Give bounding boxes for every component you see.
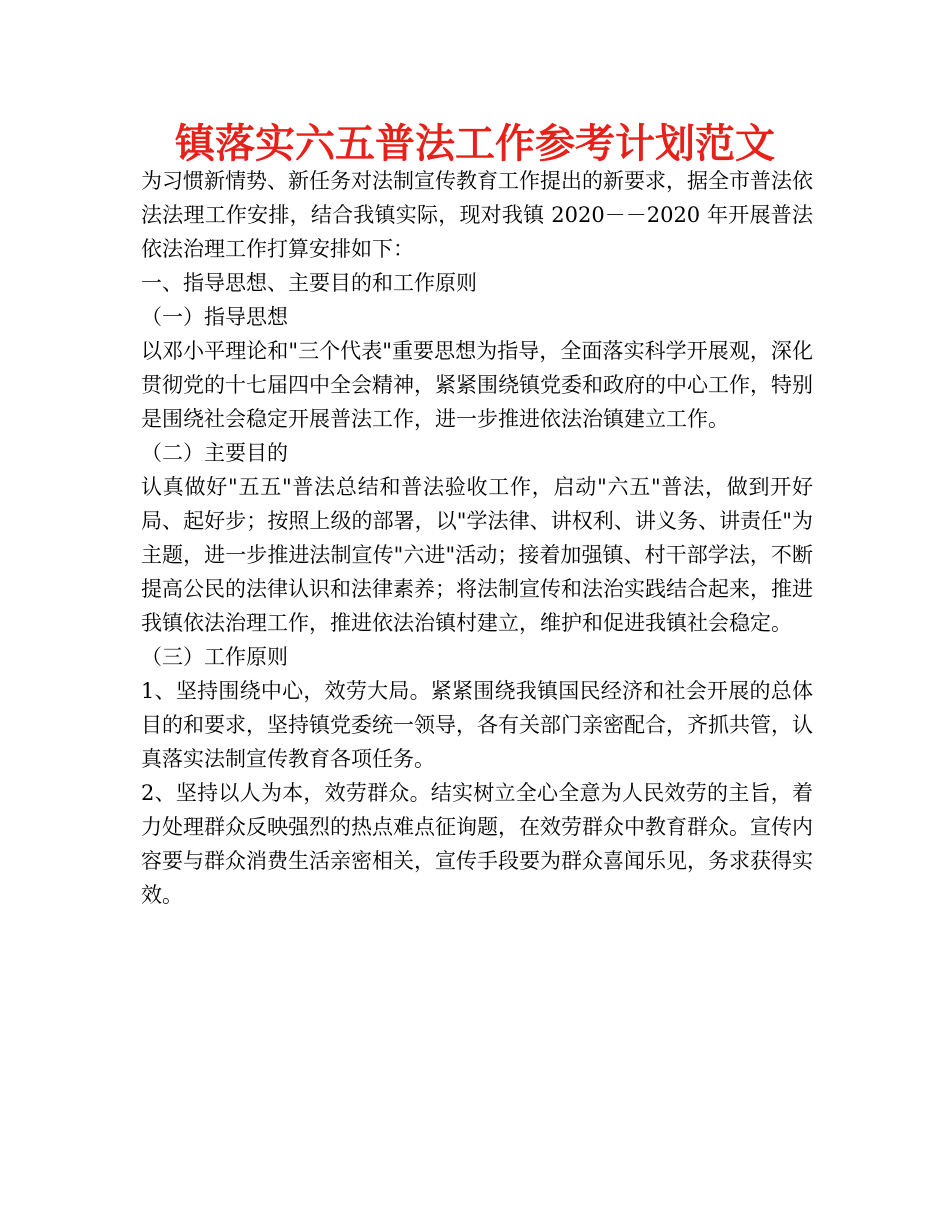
- intro-paragraph: 为习惯新情势、新任务对法制宣传教育工作提出的新要求，据全市普法依法法理工作安排，结合我镇实际，现对我镇 2020－－2020 年开展普法依法治理工作打算安排如下：: [141, 169, 813, 261]
- main-goal-paragraph: 认真做好"五五"普法总结和普法验收工作，启动"六五"普法，做到开好局、起好步；按照上级的部署，以"学法律、讲权利、讲义务、讲责任"为主题，进一步推进法制宣传"六进"活动；接着加强镇、村干部学法，不断提高公民的法律认识和法律素养；将法制宣传和法治实践结合起来，推进我镇依法治理工作，推进依法治镇村建立，维护和促进我镇社会稳定。: [141, 475, 813, 635]
- document-body: [141, 164, 813, 912]
- subsection-heading-work-principles: （三）工作原则: [141, 645, 288, 669]
- subsection-heading-guiding-thought: （一）指导思想: [141, 305, 288, 329]
- section-heading: 一、指导思想、主要目的和工作原则: [141, 271, 477, 295]
- principle-item-2: 2、坚持以人为本，效劳群众。结实树立全心全意为人民效劳的主旨，着力处理群众反映强烈的热点难点征询题，在效劳群众中教育群众。宣传内容要与群众消费生活亲密相关，宣传手段要为群众喜闻乐见，务求获得实效。: [141, 781, 813, 907]
- guiding-thought-paragraph: 以邓小平理论和"三个代表"重要思想为指导，全面落实科学开展观，深化贯彻党的十七届四中全会精神，紧紧围绕镇党委和政府的中心工作，特别是围绕社会稳定开展普法工作，进一步推进依法治镇建立工作。: [141, 339, 813, 431]
- principle-item-1: 1、坚持围绕中心，效劳大局。紧紧围绕我镇国民经济和社会开展的总体目的和要求，坚持镇党委统一领导，各有关部门亲密配合，齐抓共管，认真落实法制宣传教育各项任务。: [141, 679, 813, 771]
- subsection-heading-main-goal: （二）主要目的: [141, 441, 288, 465]
- document-title: 镇落实六五普法工作参考计划范文: [175, 121, 775, 167]
